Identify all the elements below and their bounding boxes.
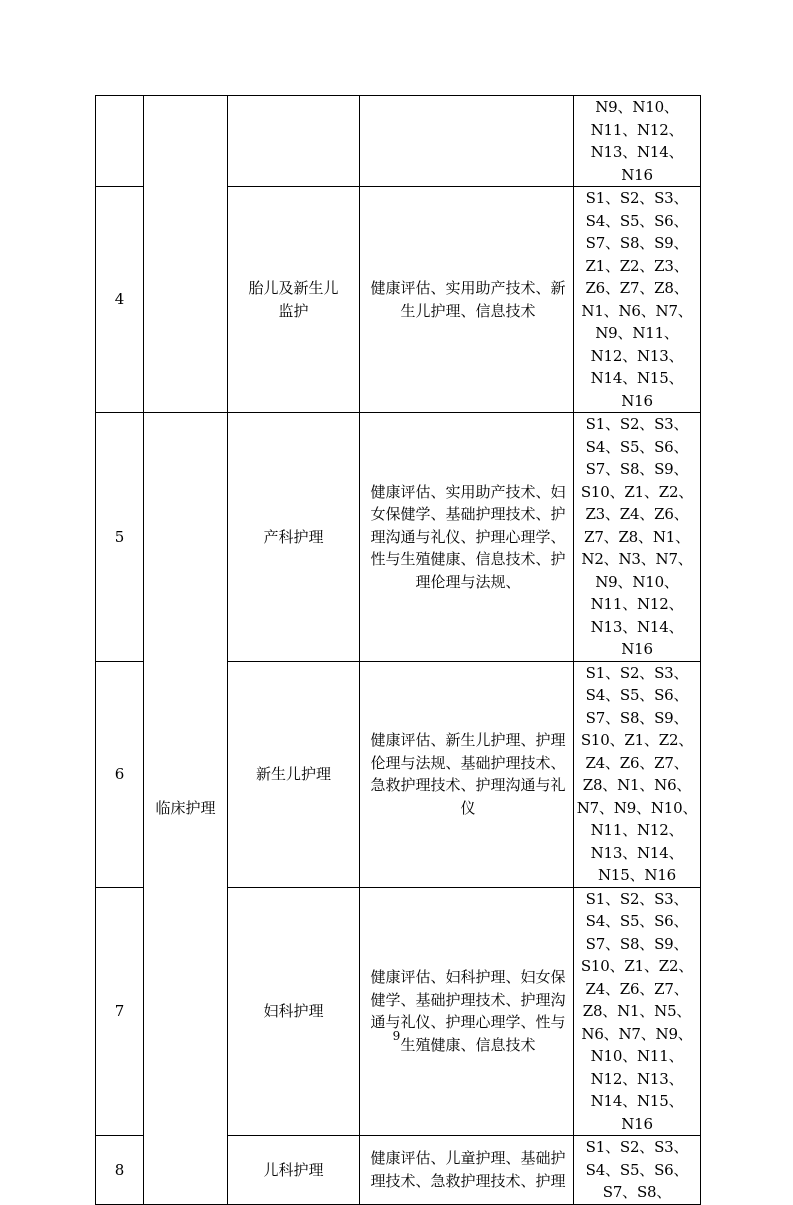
category-cell-empty: [144, 96, 228, 413]
courses-cell: [360, 96, 574, 187]
module-cell: [228, 96, 360, 187]
row-number-cell: 6: [96, 661, 144, 887]
row-number-cell: 7: [96, 887, 144, 1136]
module-cell: 儿科护理: [228, 1136, 360, 1205]
courses-cell: 健康评估、新生儿护理、护理伦理与法规、基础护理技术、急救护理技术、护理沟通与礼仪: [360, 661, 574, 887]
courses-cell: 健康评估、实用助产技术、新生儿护理、信息技术: [360, 187, 574, 413]
table-row: [96, 96, 701, 187]
module-cell: 胎儿及新生儿监护: [228, 187, 360, 413]
module-cell: 产科护理: [228, 413, 360, 662]
codes-cell: S1、S2、S3、S4、S5、S6、S7、S8、S9、S10、Z1、Z2、Z3、Z4、Z6、Z7、Z8、N1、N2、N3、N7、N9、N10、N11、N12、N13、N14、N16: [574, 413, 701, 662]
row-number-cell: [96, 96, 144, 187]
courses-cell: 健康评估、儿童护理、基础护理技术、急救护理技术、护理: [360, 1136, 574, 1205]
courses-cell: 健康评估、实用助产技术、妇女保健学、基础护理技术、护理沟通与礼仪、护理心理学、性与生殖健康、信息技术、护理伦理与法规、: [360, 413, 574, 662]
page-number: 9: [392, 1029, 401, 1043]
courses-cell: 健康评估、妇科护理、妇女保健学、基础护理技术、护理沟通与礼仪、护理心理学、性与生殖健康、信息技术: [360, 887, 574, 1136]
codes-cell: S1、S2、S3、S4、S5、S6、S7、S8、S9、S10、Z1、Z2、Z4、Z6、Z7、Z8、N1、N6、N7、N9、N10、N11、N12、N13、N14、N15、N16: [574, 661, 701, 887]
module-cell: 妇科护理: [228, 887, 360, 1136]
module-cell: 新生儿护理: [228, 661, 360, 887]
codes-cell: S1、S2、S3、S4、S5、S6、S7、S8、S9、Z1、Z2、Z3、Z6、Z7、Z8、N1、N6、N7、N9、N11、N12、N13、N14、N15、N16: [574, 187, 701, 413]
table-row: [96, 413, 701, 662]
row-number-cell: 8: [96, 1136, 144, 1205]
row-number-cell: 4: [96, 187, 144, 413]
category-cell: 临床护理: [144, 413, 228, 1205]
codes-cell: S1、S2、S3、S4、S5、S6、S7、S8、: [574, 1136, 701, 1205]
codes-cell: S1、S2、S3、S4、S5、S6、S7、S8、S9、S10、Z1、Z2、Z4、Z6、Z7、Z8、N1、N5、N6、N7、N9、N10、N11、N12、N13、N14、N15、N16: [574, 887, 701, 1136]
row-number-cell: 5: [96, 413, 144, 662]
codes-cell: N9、N10、N11、N12、N13、N14、N16: [574, 96, 701, 187]
